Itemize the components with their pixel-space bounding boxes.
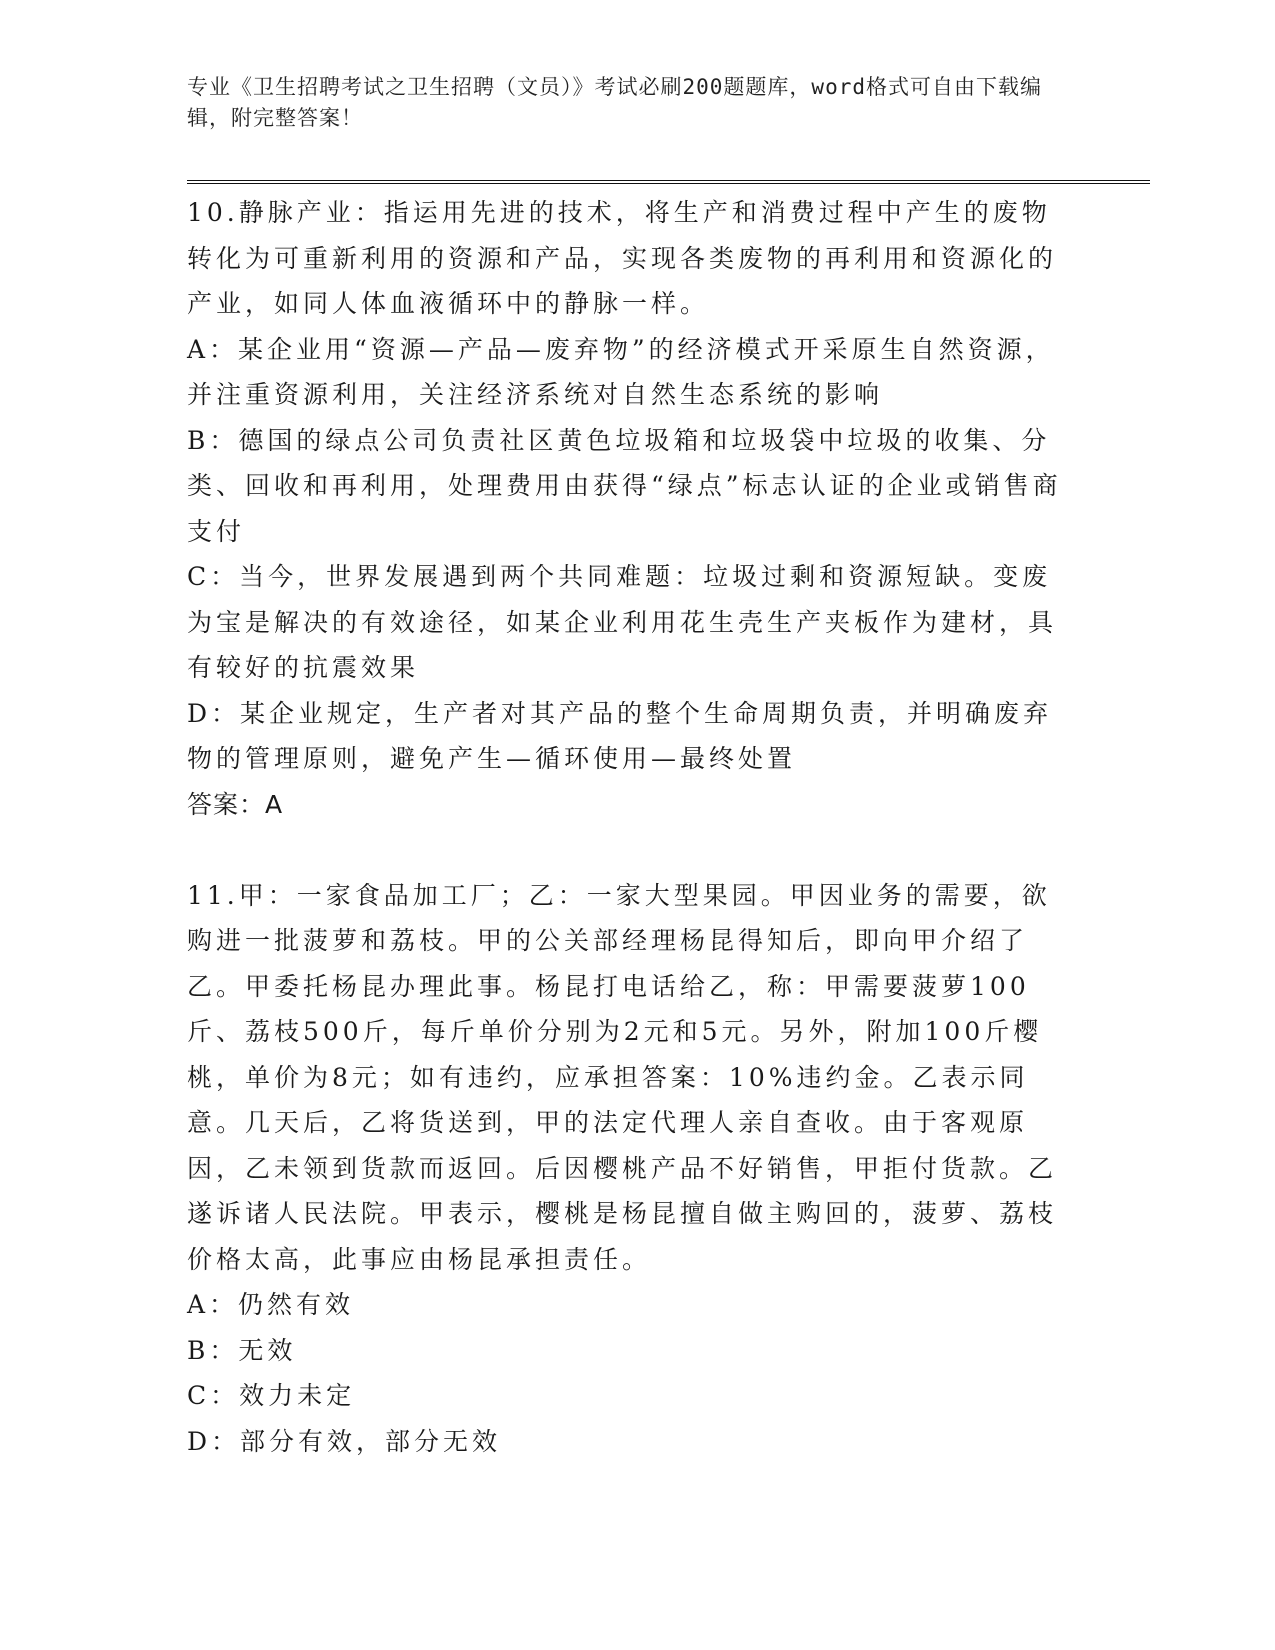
question-list: [187, 190, 1067, 1464]
option-c: C：当今，世界发展遇到两个共同难题：垃圾过剩和资源短缺。变废为宝是解决的有效途径，如某企业利用花生壳生产夹板作为建材，具有较好的抗震效果: [187, 562, 1058, 682]
question-spacer: [187, 827, 1067, 873]
question-11: [187, 873, 1067, 1465]
option-b: B：无效: [187, 1335, 297, 1365]
question-10: [187, 190, 1067, 827]
answer-line: 答案：A: [187, 789, 284, 819]
question-stem: 10.静脉产业：指运用先进的技术，将生产和消费过程中产生的废物转化为可重新利用的资源和产品，实现各类废物的再利用和资源化的产业，如同人体血液循环中的静脉一样。: [187, 198, 1058, 318]
page-header: [187, 72, 1057, 134]
option-c: C：效力未定: [187, 1381, 356, 1410]
option-d: D：某企业规定，生产者对其产品的整个生命周期负责，并明确废弃物的管理原则，避免产生—循环使用—最终处置: [187, 698, 1053, 773]
header-text: 专业《卫生招聘考试之卫生招聘（文员）》考试必刷200题题库，word格式可自由下载编辑，附完整答案！: [187, 75, 1042, 130]
question-stem: 11.甲：一家食品加工厂；乙：一家大型果园。甲因业务的需要，欲购进一批菠萝和荔枝。甲的公关部经理杨昆得知后，即向甲介绍了乙。甲委托杨昆办理此事。杨昆打电话给乙，称：甲需要菠萝100斤、荔枝500斤，每斤单价分别为2元和5元。另外，附加100斤樱桃，单价为8元；如有违约，应承担答案：10%违约金。乙表示同意。几天后，乙将货送到，甲的法定代理人亲自查收。由于客观原因，乙未领到货款而返回。后因樱桃产品不好销售，甲拒付货款。乙遂诉诸人民法院。甲表示，樱桃是杨昆擅自做主购回的，菠萝、荔枝价格太高，此事应由杨昆承担责任。: [187, 880, 1058, 1274]
option-d: D：部分有效，部分无效: [187, 1426, 502, 1456]
option-b: B：德国的绿点公司负责社区黄色垃圾箱和垃圾袋中垃圾的收集、分类、回收和再利用，处理费用由获得“绿点”标志认证的企业或销售商支付: [187, 425, 1062, 546]
option-a: A：某企业用“资源—产品—废弃物”的经济模式开采原生自然资源，并注重资源利用，关注经济系统对自然生态系统的影响: [187, 334, 1055, 409]
option-a: A：仍然有效: [187, 1290, 355, 1319]
header-divider: [187, 180, 1150, 184]
